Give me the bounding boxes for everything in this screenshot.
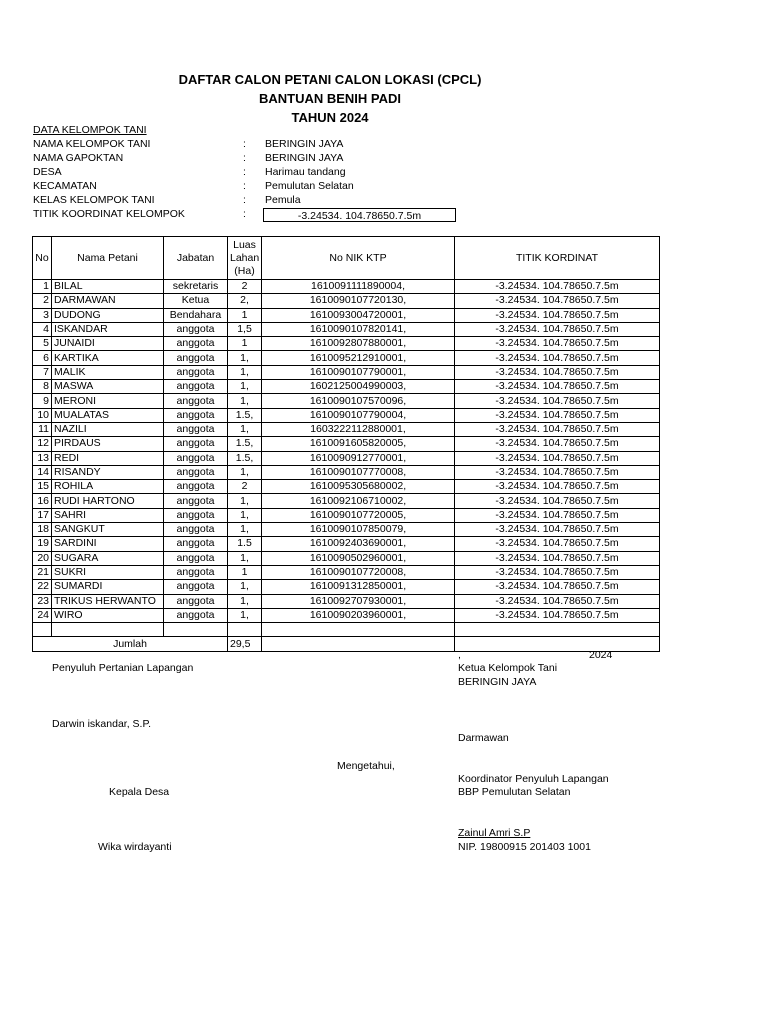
info-value: Pemula — [265, 194, 301, 206]
header-luas-3: (Ha) — [234, 264, 255, 277]
empty-cell — [33, 623, 52, 637]
cell-koordinat: -3.24534. 104.78650.7.5m — [455, 465, 660, 479]
cell-nama: SUMARDI — [52, 580, 164, 594]
cell-nama: MERONI — [52, 394, 164, 408]
cell-koordinat: -3.24534. 104.78650.7.5m — [455, 508, 660, 522]
cell-luas: 1, — [228, 365, 262, 379]
cell-no: 18 — [33, 523, 52, 537]
ketua-group: BERINGIN JAYA — [458, 676, 537, 688]
header-no: No — [33, 237, 52, 280]
cell-nik: 1610091111890004, — [262, 280, 455, 294]
cell-luas: 1, — [228, 523, 262, 537]
empty-cell — [455, 623, 660, 637]
cell-nama: RUDI HARTONO — [52, 494, 164, 508]
cell-luas: 1, — [228, 580, 262, 594]
cell-luas: 1, — [228, 494, 262, 508]
table-row — [33, 608, 660, 622]
cell-nik: 1610090107790001, — [262, 365, 455, 379]
date-prefix: , — [458, 649, 461, 661]
cell-nik: 1610090107770008, — [262, 465, 455, 479]
table-row — [33, 308, 660, 322]
cell-no: 6 — [33, 351, 52, 365]
cell-luas: 2 — [228, 280, 262, 294]
table-row — [33, 551, 660, 565]
cell-nama: SAHRI — [52, 508, 164, 522]
cell-nama: MALIK — [52, 365, 164, 379]
cell-luas: 1.5, — [228, 451, 262, 465]
document-title-line1: DAFTAR CALON PETANI CALON LOKASI (CPCL) — [178, 72, 482, 87]
cell-koordinat: -3.24534. 104.78650.7.5m — [455, 365, 660, 379]
cell-jabatan: anggota — [164, 380, 228, 394]
cell-koordinat: -3.24534. 104.78650.7.5m — [455, 337, 660, 351]
info-colon: : — [243, 166, 246, 178]
empty-cell — [52, 623, 164, 637]
header-koordinat: TITIK KORDINAT — [455, 237, 660, 280]
cell-nik: 1603222112880001, — [262, 422, 455, 436]
cell-koordinat: -3.24534. 104.78650.7.5m — [455, 294, 660, 308]
cell-jabatan: anggota — [164, 351, 228, 365]
cell-luas: 1.5, — [228, 408, 262, 422]
cell-koordinat: -3.24534. 104.78650.7.5m — [455, 308, 660, 322]
penyuluh-name: Darwin iskandar, S.P. — [52, 718, 152, 730]
info-colon: : — [243, 138, 246, 150]
cell-jabatan: anggota — [164, 451, 228, 465]
cell-koordinat: -3.24534. 104.78650.7.5m — [455, 537, 660, 551]
cell-luas: 1 — [228, 565, 262, 579]
cell-jabatan: anggota — [164, 551, 228, 565]
info-colon: : — [243, 194, 246, 206]
cell-nik: 1610092707930001, — [262, 594, 455, 608]
cell-koordinat: -3.24534. 104.78650.7.5m — [455, 322, 660, 336]
koordinator-title: Koordinator Penyuluh Lapangan — [458, 773, 609, 785]
document-title-line2: BANTUAN BENIH PADI — [258, 91, 402, 106]
info-label: NAMA GAPOKTAN — [33, 152, 124, 164]
cell-nama: MASWA — [52, 380, 164, 394]
cell-jabatan: anggota — [164, 508, 228, 522]
cell-luas: 1 — [228, 308, 262, 322]
cell-koordinat: -3.24534. 104.78650.7.5m — [455, 451, 660, 465]
cell-nik: 1610090107820141, — [262, 322, 455, 336]
cell-nik: 1610095305680002, — [262, 480, 455, 494]
cell-no: 11 — [33, 422, 52, 436]
cell-jabatan: anggota — [164, 480, 228, 494]
cell-no: 16 — [33, 494, 52, 508]
cell-luas: 1, — [228, 351, 262, 365]
cell-nik: 1610090107720130, — [262, 294, 455, 308]
cell-no: 13 — [33, 451, 52, 465]
table-row — [33, 322, 660, 336]
total-row — [33, 637, 660, 651]
table-row — [33, 280, 660, 294]
cell-nik: 1610090107570096, — [262, 394, 455, 408]
cell-nama: JUNAIDI — [52, 337, 164, 351]
section-title-data-kelompok: DATA KELOMPOK TANI — [33, 124, 147, 136]
cell-nik: 1610092807880001, — [262, 337, 455, 351]
info-label: KELAS KELOMPOK TANI — [33, 194, 155, 206]
cell-luas: 1, — [228, 594, 262, 608]
cell-no: 23 — [33, 594, 52, 608]
header-luas-1: Luas — [233, 238, 256, 251]
table-row — [33, 337, 660, 351]
cell-nik: 1610090502960001, — [262, 551, 455, 565]
ketua-name: Darmawan — [458, 732, 509, 744]
cell-no: 2 — [33, 294, 52, 308]
ketua-title: Ketua Kelompok Tani — [458, 662, 558, 674]
cell-no: 19 — [33, 537, 52, 551]
table-row — [33, 365, 660, 379]
farmer-table — [32, 236, 660, 652]
cell-koordinat: -3.24534. 104.78650.7.5m — [455, 394, 660, 408]
cell-koordinat: -3.24534. 104.78650.7.5m — [455, 580, 660, 594]
info-label: NAMA KELOMPOK TANI — [33, 138, 151, 150]
table-row — [33, 480, 660, 494]
info-value: BERINGIN JAYA — [265, 138, 344, 150]
info-label: DESA — [33, 166, 62, 178]
cell-no: 12 — [33, 437, 52, 451]
cell-nama: DARMAWAN — [52, 294, 164, 308]
mengetahui-label: Mengetahui, — [337, 760, 395, 772]
table-row — [33, 422, 660, 436]
cell-nik: 1610090912770001, — [262, 451, 455, 465]
cell-jabatan: anggota — [164, 523, 228, 537]
cell-luas: 1.5 — [228, 537, 262, 551]
table-header-row — [33, 237, 660, 280]
table-row — [33, 408, 660, 422]
cell-koordinat: -3.24534. 104.78650.7.5m — [455, 565, 660, 579]
cell-nik: 1610090107790004, — [262, 408, 455, 422]
cell-jabatan: anggota — [164, 608, 228, 622]
table-row — [33, 565, 660, 579]
cell-nama: SANGKUT — [52, 523, 164, 537]
cell-koordinat: -3.24534. 104.78650.7.5m — [455, 551, 660, 565]
cell-jabatan: Ketua — [164, 294, 228, 308]
cell-nama: REDI — [52, 451, 164, 465]
header-nama: Nama Petani — [52, 237, 164, 280]
cell-nik: 1610091312850001, — [262, 580, 455, 594]
table-body — [33, 280, 660, 652]
cell-koordinat: -3.24534. 104.78650.7.5m — [455, 523, 660, 537]
info-colon: : — [243, 152, 246, 164]
cell-no: 7 — [33, 365, 52, 379]
cell-no: 22 — [33, 580, 52, 594]
penyuluh-title: Penyuluh Pertanian Lapangan — [52, 662, 194, 674]
info-value: BERINGIN JAYA — [265, 152, 344, 164]
cell-luas: 1, — [228, 394, 262, 408]
group-coordinate-box: -3.24534. 104.78650.7.5m — [263, 208, 456, 222]
cell-jabatan: anggota — [164, 408, 228, 422]
cell-nama: DUDONG — [52, 308, 164, 322]
cell-no: 9 — [33, 394, 52, 408]
table-row — [33, 437, 660, 451]
koordinator-name: Zainul Amri S.P — [458, 827, 531, 839]
cell-no: 1 — [33, 280, 52, 294]
cell-koordinat: -3.24534. 104.78650.7.5m — [455, 280, 660, 294]
cell-nik: 1610090107720005, — [262, 508, 455, 522]
cell-nik: 1610093004720001, — [262, 308, 455, 322]
table-row — [33, 394, 660, 408]
cell-jabatan: sekretaris — [164, 280, 228, 294]
cell-nama: RISANDY — [52, 465, 164, 479]
cell-luas: 1, — [228, 422, 262, 436]
table-row — [33, 494, 660, 508]
info-colon: : — [243, 208, 246, 220]
table-row — [33, 523, 660, 537]
cell-koordinat: -3.24534. 104.78650.7.5m — [455, 480, 660, 494]
table-row — [33, 351, 660, 365]
cell-nik: 1610092403690001, — [262, 537, 455, 551]
empty-cell — [228, 623, 262, 637]
cell-no: 21 — [33, 565, 52, 579]
cell-no: 17 — [33, 508, 52, 522]
cell-no: 14 — [33, 465, 52, 479]
cell-no: 4 — [33, 322, 52, 336]
cell-nik: 1610090203960001, — [262, 608, 455, 622]
table-row — [33, 537, 660, 551]
empty-cell — [262, 623, 455, 637]
cell-nama: ROHILA — [52, 480, 164, 494]
cell-koordinat: -3.24534. 104.78650.7.5m — [455, 422, 660, 436]
table-row — [33, 580, 660, 594]
header-jabatan: Jabatan — [164, 237, 228, 280]
empty-cell — [455, 637, 660, 651]
table-row — [33, 380, 660, 394]
cell-luas: 1, — [228, 380, 262, 394]
cell-nama: SUKRI — [52, 565, 164, 579]
cell-nama: BILAL — [52, 280, 164, 294]
cell-koordinat: -3.24534. 104.78650.7.5m — [455, 608, 660, 622]
empty-cell — [164, 623, 228, 637]
cell-no: 5 — [33, 337, 52, 351]
cell-nik: 1610092106710002, — [262, 494, 455, 508]
cell-jabatan: anggota — [164, 594, 228, 608]
cell-no: 15 — [33, 480, 52, 494]
cell-jabatan: Bendahara — [164, 308, 228, 322]
table-row — [33, 451, 660, 465]
cell-nik: 1610090107850079, — [262, 523, 455, 537]
cell-nama: MUALATAS — [52, 408, 164, 422]
cell-luas: 1, — [228, 551, 262, 565]
cell-nama: NAZILI — [52, 422, 164, 436]
empty-cell — [262, 637, 455, 651]
cell-luas: 2, — [228, 294, 262, 308]
cell-jabatan: anggota — [164, 394, 228, 408]
info-value: Harimau tandang — [265, 166, 346, 178]
cell-no: 24 — [33, 608, 52, 622]
cell-nik: 1610090107720008, — [262, 565, 455, 579]
cell-jabatan: anggota — [164, 437, 228, 451]
total-label: Jumlah — [33, 637, 228, 651]
cell-nama: SUGARA — [52, 551, 164, 565]
cell-nama: KARTIKA — [52, 351, 164, 365]
cell-jabatan: anggota — [164, 422, 228, 436]
info-label: TITIK KOORDINAT KELOMPOK — [33, 208, 185, 220]
cell-nama: SARDINI — [52, 537, 164, 551]
empty-row — [33, 623, 660, 637]
cell-nama: TRIKUS HERWANTO — [52, 594, 164, 608]
cell-koordinat: -3.24534. 104.78650.7.5m — [455, 437, 660, 451]
cell-no: 20 — [33, 551, 52, 565]
table-row — [33, 294, 660, 308]
kades-name: Wika wirdayanti — [98, 841, 172, 853]
cell-nama: PIRDAUS — [52, 437, 164, 451]
cell-luas: 1,5 — [228, 322, 262, 336]
cell-luas: 1, — [228, 508, 262, 522]
info-label: KECAMATAN — [33, 180, 97, 192]
document-title-line3: TAHUN 2024 — [291, 110, 369, 125]
cell-luas: 1.5, — [228, 437, 262, 451]
cell-jabatan: anggota — [164, 465, 228, 479]
cell-koordinat: -3.24534. 104.78650.7.5m — [455, 594, 660, 608]
info-value: Pemulutan Selatan — [265, 180, 354, 192]
kades-title: Kepala Desa — [109, 786, 170, 798]
table-row — [33, 508, 660, 522]
date-year: 2024 — [589, 649, 613, 661]
header-luas — [228, 237, 262, 280]
total-value: 29,5 — [228, 637, 262, 651]
cell-luas: 2 — [228, 480, 262, 494]
koordinator-office: BBP Pemulutan Selatan — [458, 786, 571, 798]
header-nik: No NIK KTP — [262, 237, 455, 280]
header-luas-2: Lahan — [230, 251, 260, 264]
info-colon: : — [243, 180, 246, 192]
cell-luas: 1, — [228, 465, 262, 479]
cell-koordinat: -3.24534. 104.78650.7.5m — [455, 351, 660, 365]
cell-nik: 1602125004990003, — [262, 380, 455, 394]
cell-luas: 1 — [228, 337, 262, 351]
cell-no: 3 — [33, 308, 52, 322]
cell-no: 8 — [33, 380, 52, 394]
cell-jabatan: anggota — [164, 580, 228, 594]
cell-nama: WIRO — [52, 608, 164, 622]
cell-luas: 1, — [228, 608, 262, 622]
cell-jabatan: anggota — [164, 494, 228, 508]
cell-nama: ISKANDAR — [52, 322, 164, 336]
cell-jabatan: anggota — [164, 337, 228, 351]
table-row — [33, 594, 660, 608]
cell-nik: 1610091605820005, — [262, 437, 455, 451]
koordinator-nip: NIP. 19800915 201403 1001 — [458, 841, 591, 853]
table-row — [33, 465, 660, 479]
cell-koordinat: -3.24534. 104.78650.7.5m — [455, 408, 660, 422]
cell-jabatan: anggota — [164, 565, 228, 579]
cell-koordinat: -3.24534. 104.78650.7.5m — [455, 380, 660, 394]
cell-nik: 1610095212910001, — [262, 351, 455, 365]
cell-jabatan: anggota — [164, 537, 228, 551]
cell-no: 10 — [33, 408, 52, 422]
cell-jabatan: anggota — [164, 322, 228, 336]
cell-jabatan: anggota — [164, 365, 228, 379]
cell-koordinat: -3.24534. 104.78650.7.5m — [455, 494, 660, 508]
